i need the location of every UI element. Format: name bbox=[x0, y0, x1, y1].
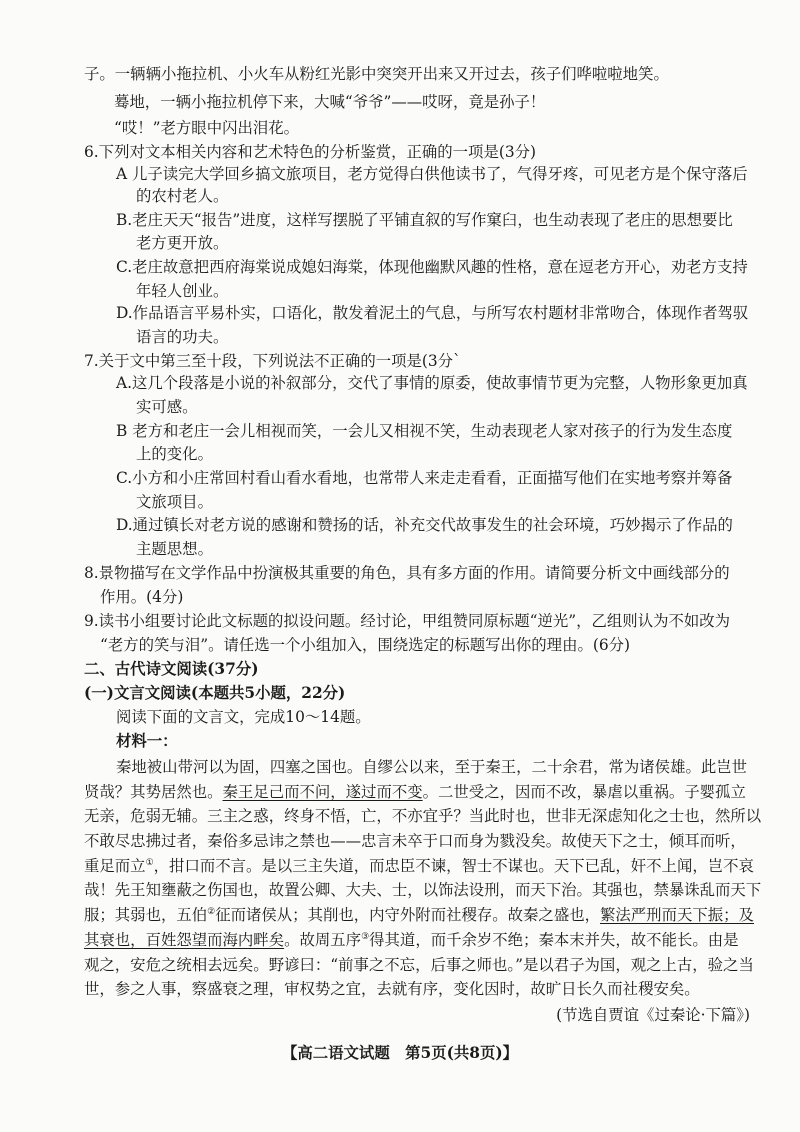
story-line: 子。一辆辆小拖拉机、小火车从粉红光影中突突开出来又开过去，孩子们哗啦啦地笑。 bbox=[84, 65, 669, 83]
footnote-marker: ① bbox=[145, 857, 154, 868]
q7-option-b: B 老方和老庄一会儿相视而笑，一会儿又相视不笑，生动表现老人家对孩子的行为发生态度 bbox=[116, 422, 733, 440]
underlined-sentence: 秦王足己而不问，遂过而不变 bbox=[222, 783, 423, 801]
q6-option-c: C.老庄故意把西府海棠说成媳妇海棠，体现他幽默风趣的性格，意在逗老方开心，劝老方支持 bbox=[116, 258, 748, 276]
question-8: 8.景物描写在文学作品中扮演极其重要的角色，具有多方面的作用。请简要分析文中画线部分的 bbox=[84, 564, 730, 582]
passage-line: 秦地被山带河以为固，四塞之国也。自缪公以来，至于秦王，二十余君，常为诸侯雄。此岂世 bbox=[116, 758, 748, 776]
q7-option-d: D.通过镇长对老方说的感谢和赞扬的话，补充交代故事发生的社会环境，巧妙揭示了作品的 bbox=[116, 516, 733, 534]
section-heading: 二、古代诗文阅读(37分) bbox=[84, 660, 259, 678]
passage-line: 服；其弱也，五伯②征而诸侯从；其削也，内守外附而社稷存。故秦之盛也，繁法严刑而天下振；及 bbox=[84, 906, 754, 924]
q6-option-d: D.作品语言平易朴实，口语化，散发着泥土的气息，与所写农村题材非常吻合，体现作者驾驭 bbox=[116, 304, 749, 322]
question-9-cont: “老方的笑与泪”。请任选一个小组加入，围绕选定的标题写出你的理由。(6分) bbox=[100, 636, 631, 654]
q7-option-d-cont: 主题思想。 bbox=[136, 540, 213, 558]
q6-option-c-cont: 年轻人创业。 bbox=[136, 282, 229, 300]
q7-option-b-cont: 上的变化。 bbox=[136, 445, 213, 463]
q6-option-b: B.老庄天天“报告”进度，这样写摆脱了平铺直叙的写作窠臼，也生动表现了老庄的思想要比 bbox=[116, 211, 733, 229]
q7-option-c: C.小方和小庄常回村看山看水看地，也常带人来走走看看，正面描写他们在实地考察并筹备 bbox=[116, 469, 733, 487]
underlined-sentence: 繁法严刑而天下振；及 bbox=[600, 906, 754, 924]
passage-line: 不敢尽忠拂过者，秦俗多忌讳之禁也——忠言未卒于口而身为戮没矣。故使天下之士，倾耳而听， bbox=[84, 832, 746, 850]
reading-instruction: 阅读下面的文言文，完成10～14题。 bbox=[116, 708, 371, 726]
passage-line: 世，参之人事，察盛衰之理，审权势之宜，去就有序，变化因时，故旷日长久而社稷安矣。 bbox=[84, 980, 700, 998]
passage-source: (节选自贾谊《过秦论·下篇》) bbox=[556, 1006, 750, 1024]
q7-option-a-cont: 实可感。 bbox=[136, 398, 198, 416]
footnote-marker: ③ bbox=[361, 931, 370, 942]
q6-option-a-cont: 的农村老人。 bbox=[136, 187, 229, 205]
underlined-sentence: 其衰也，百姓怨望而海内畔矣 bbox=[84, 931, 285, 949]
passage-line: 哉！先王知壅蔽之伤国也，故置公卿、大夫、士，以饰法设刑，而天下治。其强也，禁暴诛乱而天下 bbox=[84, 881, 762, 899]
passage-line: 其衰也，百姓怨望而海内畔矣。故周五序③得其道，而千余岁不绝；秦本末并失，故不能长。由是 bbox=[84, 931, 739, 949]
question-7-stem: 7.关于文中第三至十段，下列说法不正确的一项是(3分` bbox=[84, 352, 461, 370]
question-9: 9.读书小组要讨论此文标题的拟设问题。经讨论，甲组赞同原标题“逆光”，乙组则认为不如改为 bbox=[84, 612, 731, 630]
question-6-stem: 6.下列对文本相关内容和艺术特色的分析鉴赏，正确的一项是(3分) bbox=[84, 143, 537, 161]
q6-option-b-cont: 老方更开放。 bbox=[136, 234, 229, 252]
q6-option-a: A 儿子读完大学回乡搞文旅项目，老方觉得白供他读书了，气得牙疼，可见老方是个保守落后 bbox=[116, 165, 748, 183]
page-footer: 【高二语文试题 第5页(共8页)】 bbox=[281, 1044, 519, 1062]
passage-line: 观之，安危之统相去远矣。野谚曰：“前事之不忘，后事之师也。”是以君子为国，观之上古，验之当 bbox=[84, 956, 754, 974]
story-line: 蓦地，一辆小拖拉机停下来，大喊“爷爷”——哎呀，竟是孙子！ bbox=[114, 93, 546, 111]
subsection-heading: (一)文言文阅读(本题共5小题，22分) bbox=[84, 684, 346, 702]
footnote-marker: ② bbox=[207, 906, 216, 917]
q6-option-d-cont: 语言的功夫。 bbox=[136, 328, 229, 346]
question-8-cont: 作用。(4分) bbox=[100, 588, 184, 606]
material-label: 材料一： bbox=[116, 732, 178, 750]
passage-line: 贤哉？其势居然也。秦王足己而不问，遂过而不变。二世受之，因而不改，暴虐以重祸。子婴孤立 bbox=[84, 783, 746, 801]
passage-line: 重足而立①，拑口而不言。是以三主失道，而忠臣不谏，智士不谋也。天下已乱，奸不上闻，岂不哀 bbox=[84, 857, 754, 875]
story-line: “哎！”老方眼中闪出泪花。 bbox=[114, 119, 300, 137]
passage-line: 无亲，危弱无辅。三主之惑，终身不悟，亡，不亦宜乎？当此时也，世非无深虑知化之士也，然所以 bbox=[84, 807, 762, 825]
q7-option-c-cont: 文旅项目。 bbox=[136, 493, 213, 511]
q7-option-a: A.这几个段落是小说的补叙部分，交代了事情的原委，使故事情节更为完整，人物形象更加真 bbox=[116, 374, 748, 392]
